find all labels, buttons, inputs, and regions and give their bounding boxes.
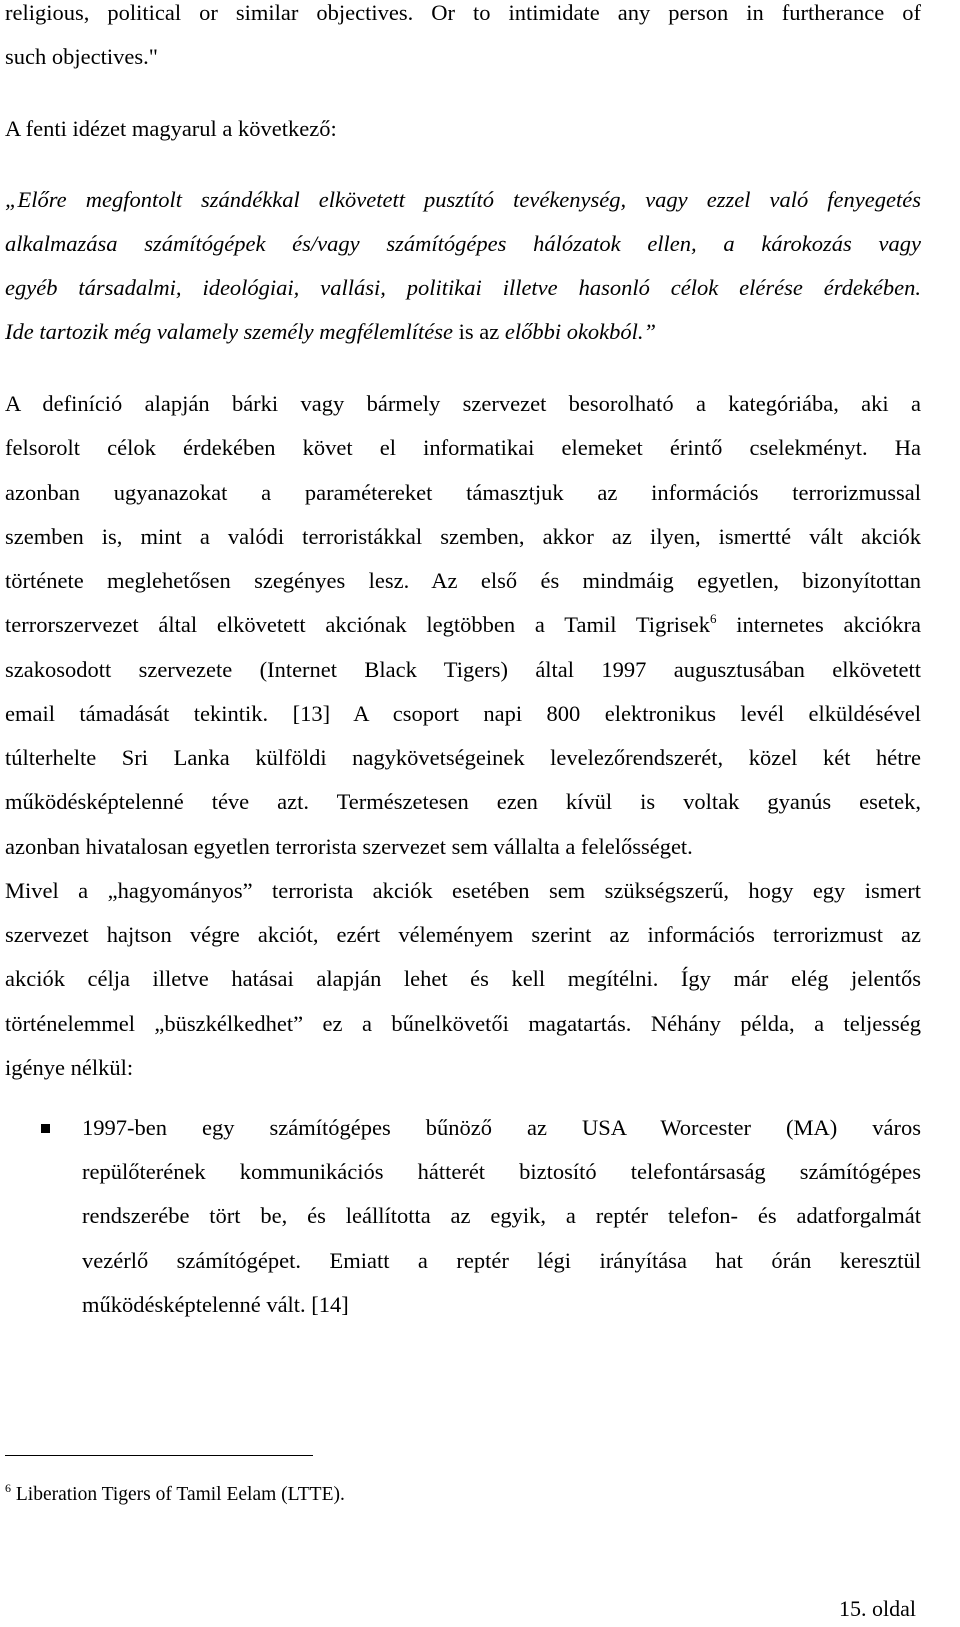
paragraph-line-8: email támadását tekintik. [13] A csoport napi 800 elektronikus levél elküldésével — [5, 701, 921, 726]
bullet-line-2: repülőterének kommunikációs hátterét biztosító telefontársaság számítógépes — [82, 1159, 921, 1184]
bullet-line-3: rendszerébe tört be, és leállította az egyik, a reptér telefon- és adatforgalmát — [82, 1203, 921, 1228]
paragraph-line-11: azonban hivatalosan egyetlen terrorista szervezet sem vállalta a felelősséget. — [5, 834, 693, 859]
paragraph-line-5: története meglehetősen szegényes lesz. Az első és mindmáig egyetlen, bizonyítottan — [5, 568, 921, 593]
paragraph3-line-3: akciók célja illetve hatásai alapján lehet és kell megítélni. Így már elég jelentős — [5, 966, 921, 991]
paragraph3-line-1: Mivel a „hagyományos” terrorista akciók esetében sem szükségszerű, hogy egy ismert — [5, 878, 921, 903]
paragraph3-line-5: igénye nélkül: — [5, 1055, 134, 1080]
quote-line-1: „Előre megfontolt szándékkal elkövetett pusztító tevékenység, vagy ezzel való fenyegetés — [5, 187, 921, 212]
intro-line-2: such objectives." — [5, 44, 158, 69]
translation-heading: A fenti idézet magyarul a következő: — [5, 116, 337, 141]
bullet-line-1: 1997-ben egy számítógépes bűnöző az USA Worcester (MA) város — [82, 1115, 921, 1140]
quote-line-2: alkalmazása számítógépek és/vagy számítógépes hálózatok ellen, a károkozás vagy — [5, 231, 921, 256]
tamil-text-after: internetes akciókra — [716, 612, 921, 637]
paragraph3-line-4: történelemmel „büszkélkedhet” ez a bűnelkövetői magatartás. Néhány példa, a teljesség — [5, 1011, 921, 1036]
footnote-number: 6 — [5, 1481, 11, 1495]
bullet-line-5: működésképtelenné vált. [14] — [82, 1292, 349, 1317]
quote-line-4 — [5, 319, 921, 345]
paragraph3-line-2: szervezet hajtson végre akciót, ezért véleményem szerint az információs terrorizmust az — [5, 922, 921, 947]
paragraph-line-10: működésképtelenné téve azt. Természetesen ezen kívül is voltak gyanús esetek, — [5, 789, 921, 814]
quote-upright-part: is az — [452, 319, 505, 344]
quote-italic-part-1: Ide tartozik még valamely személy megfélemlítése — [5, 319, 453, 344]
paragraph-line-9: túlterhelte Sri Lanka külföldi nagykövetségeinek levelezőrendszerét, közel két hétre — [5, 745, 921, 770]
bullet-square-icon — [41, 1124, 50, 1133]
intro-line-1: religious, political or similar objectives. Or to intimidate any person in furtherance of — [5, 0, 921, 25]
quote-line-3: egyéb társadalmi, ideológiai, vallási, politikai illetve hasonló célok elérése érdekében. — [5, 275, 921, 300]
paragraph-line-6 — [5, 612, 921, 638]
paragraph-line-1: A definíció alapján bárki vagy bármely szervezet besorolható a kategóriába, aki a — [5, 391, 921, 416]
bullet-line-4: vezérlő számítógépet. Emiatt a reptér légi irányítása hat órán keresztül — [82, 1248, 921, 1273]
paragraph-line-4: szemben is, mint a valódi terroristákkal szemben, akkor az ilyen, ismertté vált akciók — [5, 524, 921, 549]
paragraph-line-2: felsorolt célok érdekében követ el informatikai elemeket érintő cselekményt. Ha — [5, 435, 921, 460]
tamil-text-before: terrorszervezet által elkövetett akciónak legtöbben a Tamil Tigrisek — [5, 612, 711, 637]
quote-italic-part-2: előbbi okokból.” — [504, 319, 657, 344]
footnote-text: Liberation Tigers of Tamil Eelam (LTTE). — [11, 1484, 345, 1505]
footnote-divider — [5, 1455, 313, 1456]
footnote-reference: 6 — [710, 611, 717, 626]
paragraph-line-3: azonban ugyanazokat a paramétereket támasztjuk az információs terrorizmussal — [5, 480, 921, 505]
paragraph-line-7: szakosodott szervezete (Internet Black Tigers) által 1997 augusztusában elkövetett — [5, 657, 921, 682]
page-number: 15. oldal — [839, 1596, 916, 1621]
footnote — [5, 1483, 345, 1507]
